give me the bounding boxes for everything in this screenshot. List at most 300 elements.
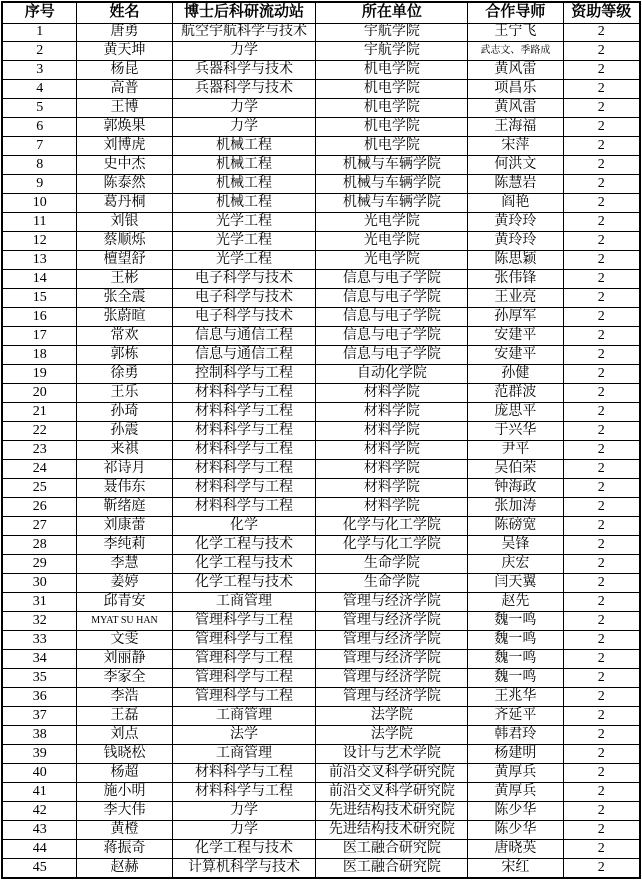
- cell-name: 檀望舒: [77, 251, 172, 270]
- cell-index: 3: [2, 61, 77, 80]
- cell-unit: 机械与车辆学院: [316, 175, 468, 194]
- cell-name: 施小明: [77, 782, 172, 801]
- cell-index: 7: [2, 137, 77, 156]
- cell-unit: 光电学院: [316, 213, 468, 232]
- cell-advisor: 黄风雷: [468, 61, 563, 80]
- cell-name: 李大伟: [77, 801, 172, 820]
- cell-advisor: 杨建明: [468, 744, 563, 763]
- cell-advisor: 黄厚兵: [468, 782, 563, 801]
- table-row: [2, 213, 640, 232]
- cell-level: 2: [563, 536, 640, 555]
- cell-index: 36: [2, 687, 77, 706]
- cell-index: 19: [2, 365, 77, 384]
- cell-station: 力学: [172, 118, 316, 137]
- cell-unit: 信息与电子学院: [316, 289, 468, 308]
- cell-unit: 医工融合研究院: [316, 839, 468, 858]
- cell-name: 郭栋: [77, 346, 172, 365]
- cell-unit: 管理与经济学院: [316, 668, 468, 687]
- cell-index: 43: [2, 820, 77, 839]
- cell-station: 电子科学与技术: [172, 270, 316, 289]
- table-row: [2, 42, 640, 61]
- table-row: [2, 858, 640, 878]
- cell-level: 2: [563, 858, 640, 878]
- cell-advisor: 吴伯荣: [468, 460, 563, 479]
- cell-station: 光学工程: [172, 251, 316, 270]
- cell-name: 来祺: [77, 441, 172, 460]
- cell-level: 2: [563, 763, 640, 782]
- cell-level: 2: [563, 384, 640, 403]
- cell-index: 2: [2, 42, 77, 61]
- cell-unit: 管理与经济学院: [316, 649, 468, 668]
- cell-advisor: 黄厚兵: [468, 763, 563, 782]
- cell-unit: 化学与化工学院: [316, 517, 468, 536]
- cell-index: 9: [2, 175, 77, 194]
- cell-station: 材料科学与工程: [172, 479, 316, 498]
- table-row: [2, 346, 640, 365]
- cell-name: 王博: [77, 99, 172, 118]
- cell-level: 2: [563, 801, 640, 820]
- cell-unit: 生命学院: [316, 574, 468, 593]
- cell-station: 机械工程: [172, 175, 316, 194]
- cell-name: 蒋振奇: [77, 839, 172, 858]
- table-row: [2, 80, 640, 99]
- table-row: [2, 631, 640, 650]
- table-row: [2, 706, 640, 725]
- cell-advisor: 宋红: [468, 858, 563, 878]
- table-row: [2, 61, 640, 80]
- column-header-level: 资助等级: [563, 2, 640, 23]
- table-row: [2, 194, 640, 213]
- cell-level: 2: [563, 820, 640, 839]
- cell-index: 23: [2, 441, 77, 460]
- cell-station: 化学工程与技术: [172, 536, 316, 555]
- cell-station: 材料科学与工程: [172, 441, 316, 460]
- cell-unit: 管理与经济学院: [316, 593, 468, 612]
- cell-index: 10: [2, 194, 77, 213]
- cell-index: 33: [2, 631, 77, 650]
- cell-name: 郭焕果: [77, 118, 172, 137]
- cell-advisor: 安建平: [468, 346, 563, 365]
- cell-station: 光学工程: [172, 232, 316, 251]
- cell-level: 2: [563, 61, 640, 80]
- cell-index: 4: [2, 80, 77, 99]
- cell-index: 14: [2, 270, 77, 289]
- cell-advisor: 陈磅宽: [468, 517, 563, 536]
- table-row: [2, 574, 640, 593]
- cell-name: 赵赫: [77, 858, 172, 878]
- cell-station: 材料科学与工程: [172, 384, 316, 403]
- cell-station: 力学: [172, 820, 316, 839]
- cell-level: 2: [563, 555, 640, 574]
- cell-station: 材料科学与工程: [172, 403, 316, 422]
- cell-name: 常欢: [77, 327, 172, 346]
- cell-station: 化学: [172, 517, 316, 536]
- cell-index: 30: [2, 574, 77, 593]
- table-row: [2, 517, 640, 536]
- cell-station: 信息与通信工程: [172, 327, 316, 346]
- cell-name: 蔡顺烁: [77, 232, 172, 251]
- cell-level: 2: [563, 42, 640, 61]
- cell-name: 陈泰然: [77, 175, 172, 194]
- cell-name: 刘博虎: [77, 137, 172, 156]
- cell-advisor: 陈思颖: [468, 251, 563, 270]
- cell-level: 2: [563, 479, 640, 498]
- cell-name: 李纯莉: [77, 536, 172, 555]
- cell-advisor: 韩君玲: [468, 725, 563, 744]
- cell-unit: 前沿交叉科学研究院: [316, 763, 468, 782]
- cell-name: 徐勇: [77, 365, 172, 384]
- cell-index: 25: [2, 479, 77, 498]
- cell-index: 37: [2, 706, 77, 725]
- cell-advisor: 黄玲玲: [468, 232, 563, 251]
- cell-station: 材料科学与工程: [172, 422, 316, 441]
- cell-station: 机械工程: [172, 156, 316, 175]
- table-row: [2, 137, 640, 156]
- cell-unit: 医工融合研究院: [316, 858, 468, 878]
- cell-advisor: 唐晓英: [468, 839, 563, 858]
- cell-unit: 信息与电子学院: [316, 308, 468, 327]
- cell-level: 2: [563, 725, 640, 744]
- cell-unit: 前沿交叉科学研究院: [316, 782, 468, 801]
- cell-station: 机械工程: [172, 137, 316, 156]
- cell-unit: 管理与经济学院: [316, 687, 468, 706]
- cell-station: 材料科学与工程: [172, 498, 316, 517]
- cell-level: 2: [563, 422, 640, 441]
- table-body: [2, 23, 640, 878]
- cell-station: 电子科学与技术: [172, 289, 316, 308]
- cell-index: 31: [2, 593, 77, 612]
- table-row: [2, 555, 640, 574]
- cell-index: 29: [2, 555, 77, 574]
- cell-index: 45: [2, 858, 77, 878]
- cell-advisor: 魏一鸣: [468, 668, 563, 687]
- table-row: [2, 23, 640, 42]
- cell-index: 32: [2, 612, 77, 631]
- column-header-station: 博士后科研流动站: [172, 2, 316, 23]
- cell-name: 邱青安: [77, 593, 172, 612]
- cell-unit: 设计与艺术学院: [316, 744, 468, 763]
- cell-station: 管理科学与工程: [172, 612, 316, 631]
- cell-unit: 管理与经济学院: [316, 612, 468, 631]
- cell-index: 41: [2, 782, 77, 801]
- table-row: [2, 270, 640, 289]
- cell-name: 李浩: [77, 687, 172, 706]
- table-row: [2, 289, 640, 308]
- cell-level: 2: [563, 327, 640, 346]
- table-row: [2, 801, 640, 820]
- cell-station: 电子科学与技术: [172, 308, 316, 327]
- cell-index: 38: [2, 725, 77, 744]
- cell-level: 2: [563, 839, 640, 858]
- cell-index: 6: [2, 118, 77, 137]
- cell-unit: 机电学院: [316, 61, 468, 80]
- cell-name: 孙琦: [77, 403, 172, 422]
- postdoc-table: [1, 1, 641, 879]
- cell-level: 2: [563, 782, 640, 801]
- cell-station: 化学工程与技术: [172, 839, 316, 858]
- cell-advisor: 魏一鸣: [468, 612, 563, 631]
- cell-station: 管理科学与工程: [172, 687, 316, 706]
- cell-unit: 先进结构技术研究院: [316, 801, 468, 820]
- cell-unit: 信息与电子学院: [316, 270, 468, 289]
- cell-unit: 材料学院: [316, 403, 468, 422]
- cell-name: 靳绪庭: [77, 498, 172, 517]
- table-row: [2, 649, 640, 668]
- cell-index: 15: [2, 289, 77, 308]
- table-row: [2, 839, 640, 858]
- cell-name: 刘康蕾: [77, 517, 172, 536]
- cell-unit: 信息与电子学院: [316, 346, 468, 365]
- cell-name: 史中杰: [77, 156, 172, 175]
- cell-name: 杨超: [77, 763, 172, 782]
- cell-advisor: 张加涛: [468, 498, 563, 517]
- cell-level: 2: [563, 441, 640, 460]
- cell-index: 24: [2, 460, 77, 479]
- table-row: [2, 782, 640, 801]
- cell-index: 12: [2, 232, 77, 251]
- cell-name: 孙震: [77, 422, 172, 441]
- cell-name: 王彬: [77, 270, 172, 289]
- table-row: [2, 175, 640, 194]
- cell-index: 8: [2, 156, 77, 175]
- cell-name: 李家全: [77, 668, 172, 687]
- cell-station: 材料科学与工程: [172, 763, 316, 782]
- cell-level: 2: [563, 308, 640, 327]
- cell-name: 刘银: [77, 213, 172, 232]
- table-header: [2, 2, 640, 23]
- cell-index: 16: [2, 308, 77, 327]
- cell-index: 27: [2, 517, 77, 536]
- cell-advisor: 武志文、季路成: [468, 42, 563, 61]
- cell-advisor: 钟海政: [468, 479, 563, 498]
- cell-station: 工商管理: [172, 744, 316, 763]
- cell-level: 2: [563, 593, 640, 612]
- cell-name: 刘点: [77, 725, 172, 744]
- cell-unit: 材料学院: [316, 460, 468, 479]
- cell-name: 姜婷: [77, 574, 172, 593]
- cell-advisor: 王兆华: [468, 687, 563, 706]
- cell-level: 2: [563, 99, 640, 118]
- cell-advisor: 阎艳: [468, 194, 563, 213]
- table-row: [2, 118, 640, 137]
- cell-index: 28: [2, 536, 77, 555]
- cell-name: 唐勇: [77, 23, 172, 42]
- table-row: [2, 99, 640, 118]
- cell-advisor: 吴锋: [468, 536, 563, 555]
- cell-unit: 材料学院: [316, 422, 468, 441]
- cell-index: 13: [2, 251, 77, 270]
- cell-station: 控制科学与工程: [172, 365, 316, 384]
- cell-level: 2: [563, 251, 640, 270]
- cell-level: 2: [563, 403, 640, 422]
- cell-name: 钱晓松: [77, 744, 172, 763]
- cell-index: 1: [2, 23, 77, 42]
- table-row: [2, 763, 640, 782]
- cell-index: 5: [2, 99, 77, 118]
- cell-station: 力学: [172, 99, 316, 118]
- cell-level: 2: [563, 194, 640, 213]
- cell-level: 2: [563, 498, 640, 517]
- cell-station: 管理科学与工程: [172, 668, 316, 687]
- cell-index: 44: [2, 839, 77, 858]
- cell-station: 兵器科学与技术: [172, 80, 316, 99]
- cell-station: 计算机科学与技术: [172, 858, 316, 878]
- cell-name: 黄天坤: [77, 42, 172, 61]
- cell-station: 机械工程: [172, 194, 316, 213]
- cell-station: 工商管理: [172, 593, 316, 612]
- cell-advisor: 赵先: [468, 593, 563, 612]
- column-header-unit: 所在单位: [316, 2, 468, 23]
- cell-name: 杨昆: [77, 61, 172, 80]
- cell-name: 聂伟东: [77, 479, 172, 498]
- cell-name: MYAT SU HAN: [77, 612, 172, 631]
- cell-unit: 信息与电子学院: [316, 327, 468, 346]
- cell-index: 26: [2, 498, 77, 517]
- table-row: [2, 498, 640, 517]
- cell-advisor: 王宁飞: [468, 23, 563, 42]
- cell-advisor: 齐延平: [468, 706, 563, 725]
- cell-unit: 机电学院: [316, 80, 468, 99]
- cell-index: 20: [2, 384, 77, 403]
- table-row: [2, 365, 640, 384]
- table-row: [2, 308, 640, 327]
- cell-level: 2: [563, 270, 640, 289]
- cell-station: 管理科学与工程: [172, 631, 316, 650]
- cell-advisor: 何洪文: [468, 156, 563, 175]
- cell-level: 2: [563, 80, 640, 99]
- cell-advisor: 尹平: [468, 441, 563, 460]
- cell-level: 2: [563, 213, 640, 232]
- cell-unit: 机械与车辆学院: [316, 194, 468, 213]
- table-row: [2, 612, 640, 631]
- cell-station: 材料科学与工程: [172, 460, 316, 479]
- table-row: [2, 384, 640, 403]
- table-row: [2, 820, 640, 839]
- cell-level: 2: [563, 649, 640, 668]
- cell-level: 2: [563, 23, 640, 42]
- cell-station: 航空宇航科学与技术: [172, 23, 316, 42]
- cell-station: 管理科学与工程: [172, 649, 316, 668]
- cell-advisor: 魏一鸣: [468, 649, 563, 668]
- table-row: [2, 403, 640, 422]
- cell-level: 2: [563, 631, 640, 650]
- cell-unit: 材料学院: [316, 498, 468, 517]
- cell-name: 李慧: [77, 555, 172, 574]
- column-header-advisor: 合作导师: [468, 2, 563, 23]
- cell-advisor: 孙健: [468, 365, 563, 384]
- cell-advisor: 陈少华: [468, 820, 563, 839]
- cell-name: 刘丽静: [77, 649, 172, 668]
- cell-advisor: 陈慧岩: [468, 175, 563, 194]
- header-row: [2, 2, 640, 23]
- cell-advisor: 于兴华: [468, 422, 563, 441]
- cell-index: 42: [2, 801, 77, 820]
- cell-advisor: 安建平: [468, 327, 563, 346]
- cell-advisor: 王海福: [468, 118, 563, 137]
- table-row: [2, 593, 640, 612]
- cell-unit: 法学院: [316, 706, 468, 725]
- cell-advisor: 黄风雷: [468, 99, 563, 118]
- table-row: [2, 725, 640, 744]
- table-row: [2, 479, 640, 498]
- cell-level: 2: [563, 517, 640, 536]
- cell-index: 22: [2, 422, 77, 441]
- cell-name: 葛丹桐: [77, 194, 172, 213]
- column-header-index: 序号: [2, 2, 77, 23]
- cell-unit: 机电学院: [316, 118, 468, 137]
- cell-unit: 宇航学院: [316, 42, 468, 61]
- cell-unit: 光电学院: [316, 232, 468, 251]
- cell-advisor: 庆宏: [468, 555, 563, 574]
- cell-index: 39: [2, 744, 77, 763]
- cell-advisor: 庞思平: [468, 403, 563, 422]
- table-row: [2, 422, 640, 441]
- table-row: [2, 744, 640, 763]
- cell-level: 2: [563, 687, 640, 706]
- cell-name: 文雯: [77, 631, 172, 650]
- cell-station: 化学工程与技术: [172, 574, 316, 593]
- cell-level: 2: [563, 232, 640, 251]
- cell-advisor: 闫天翼: [468, 574, 563, 593]
- table-row: [2, 156, 640, 175]
- cell-unit: 材料学院: [316, 479, 468, 498]
- table-row: [2, 441, 640, 460]
- cell-level: 2: [563, 118, 640, 137]
- cell-station: 力学: [172, 801, 316, 820]
- cell-level: 2: [563, 460, 640, 479]
- cell-station: 材料科学与工程: [172, 782, 316, 801]
- cell-index: 11: [2, 213, 77, 232]
- cell-name: 黄橙: [77, 820, 172, 839]
- cell-name: 王乐: [77, 384, 172, 403]
- cell-unit: 先进结构技术研究院: [316, 820, 468, 839]
- cell-index: 21: [2, 403, 77, 422]
- cell-level: 2: [563, 365, 640, 384]
- cell-index: 18: [2, 346, 77, 365]
- cell-name: 祁诗月: [77, 460, 172, 479]
- cell-name: 高普: [77, 80, 172, 99]
- cell-station: 化学工程与技术: [172, 555, 316, 574]
- cell-name: 王磊: [77, 706, 172, 725]
- cell-advisor: 项昌乐: [468, 80, 563, 99]
- cell-level: 2: [563, 175, 640, 194]
- cell-station: 力学: [172, 42, 316, 61]
- cell-index: 34: [2, 649, 77, 668]
- cell-advisor: 魏一鸣: [468, 631, 563, 650]
- cell-level: 2: [563, 156, 640, 175]
- cell-station: 光学工程: [172, 213, 316, 232]
- cell-unit: 自动化学院: [316, 365, 468, 384]
- table-row: [2, 251, 640, 270]
- cell-advisor: 陈少华: [468, 801, 563, 820]
- cell-advisor: 黄玲玲: [468, 213, 563, 232]
- cell-unit: 光电学院: [316, 251, 468, 270]
- table-row: [2, 536, 640, 555]
- cell-level: 2: [563, 706, 640, 725]
- cell-index: 17: [2, 327, 77, 346]
- cell-level: 2: [563, 346, 640, 365]
- cell-name: 张蔚暄: [77, 308, 172, 327]
- cell-station: 信息与通信工程: [172, 346, 316, 365]
- cell-name: 张全震: [77, 289, 172, 308]
- cell-level: 2: [563, 137, 640, 156]
- cell-advisor: 王业亮: [468, 289, 563, 308]
- cell-index: 40: [2, 763, 77, 782]
- cell-advisor: 张伟锋: [468, 270, 563, 289]
- cell-level: 2: [563, 668, 640, 687]
- cell-unit: 宇航学院: [316, 23, 468, 42]
- cell-station: 兵器科学与技术: [172, 61, 316, 80]
